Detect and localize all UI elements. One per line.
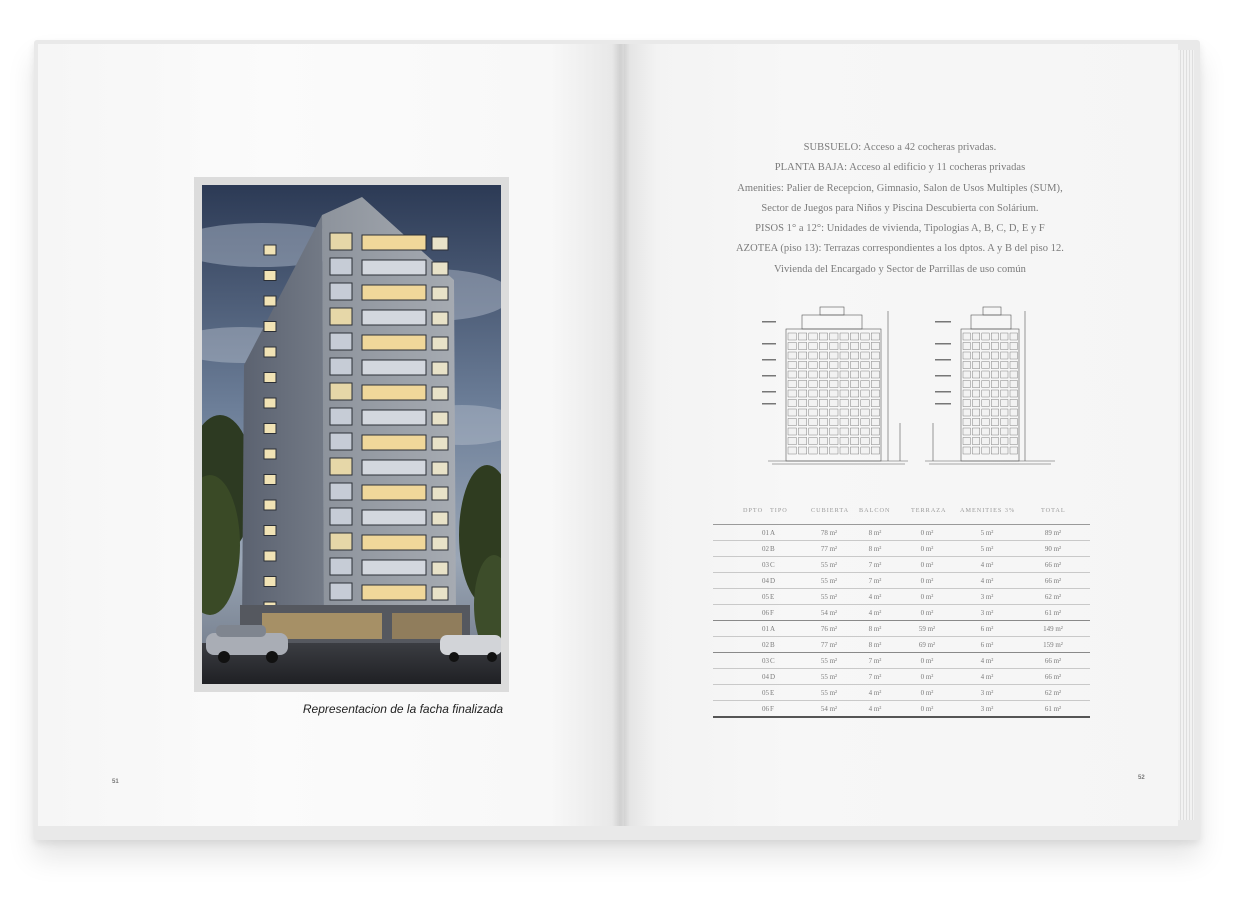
header-balcon: BALCON <box>859 507 891 514</box>
cell-terraza: 0 m² <box>920 609 934 617</box>
image-caption: Representacion de la facha finalizada <box>302 702 503 716</box>
elevation-drawing-front <box>760 303 910 473</box>
units-table <box>713 504 1090 718</box>
cell-amenities: 4 m² <box>980 673 994 681</box>
page-stack-edge <box>1178 50 1194 820</box>
cell-amenities: 5 m² <box>980 529 994 537</box>
table-row <box>713 669 1090 685</box>
table-row <box>713 701 1090 718</box>
cell-terraza: 0 m² <box>920 689 934 697</box>
cell-tipo: C <box>770 657 775 665</box>
cell-balcon: 8 m² <box>868 545 882 553</box>
cell-terraza: 0 m² <box>920 529 934 537</box>
cell-dpto: 02 <box>762 545 769 553</box>
cell-tipo: A <box>770 529 776 537</box>
description-line: Sector de Juegos para Niños y Piscina Descubierta con Solárium. <box>761 202 1039 214</box>
cell-cubierta: 55 m² <box>820 593 838 601</box>
cell-dpto: 04 <box>762 577 769 585</box>
cell-dpto: 06 <box>762 705 769 713</box>
elevation-drawing-side <box>925 303 1060 473</box>
description-line: Amenities: Palier de Recepcion, Gimnasio, Salon de Usos Multiples (SUM), <box>737 182 1063 194</box>
table-row <box>713 557 1090 573</box>
cell-terraza: 0 m² <box>920 705 934 713</box>
table-row <box>713 541 1090 557</box>
header-cubierta: CUBIERTA <box>811 507 850 514</box>
cell-amenities: 6 m² <box>980 641 994 649</box>
cell-tipo: F <box>770 705 774 713</box>
cell-cubierta: 55 m² <box>820 689 838 697</box>
cell-cubierta: 55 m² <box>820 561 838 569</box>
header-terraza: TERRAZA <box>911 507 947 514</box>
cell-amenities: 4 m² <box>980 577 994 585</box>
cell-dpto: 03 <box>762 561 769 569</box>
cell-tipo: B <box>770 641 775 649</box>
cell-total: 66 m² <box>1044 561 1062 569</box>
cell-cubierta: 77 m² <box>820 545 838 553</box>
table-header <box>713 504 1090 525</box>
table-body <box>713 525 1090 718</box>
cell-terraza: 69 m² <box>918 641 936 649</box>
description-line: PISOS 1° a 12°: Unidades de vivienda, Tipologias A, B, C, D, E y F <box>755 223 1045 235</box>
description-line: AZOTEA (piso 13): Terrazas correspondientes a los dptos. A y B del piso 12. <box>736 243 1064 255</box>
table-row <box>713 525 1090 541</box>
cell-dpto: 01 <box>762 529 769 537</box>
cell-amenities: 3 m² <box>980 689 994 697</box>
cell-total: 66 m² <box>1044 577 1062 585</box>
cell-dpto: 02 <box>762 641 769 649</box>
cell-dpto: 05 <box>762 593 769 601</box>
cell-balcon: 7 m² <box>868 577 882 585</box>
cell-total: 90 m² <box>1044 545 1062 553</box>
cell-amenities: 6 m² <box>980 625 994 633</box>
cell-terraza: 0 m² <box>920 561 934 569</box>
cell-dpto: 05 <box>762 689 769 697</box>
header-tipo: TIPO <box>770 507 788 514</box>
cell-dpto: 06 <box>762 609 769 617</box>
book-gutter-shadow <box>612 44 630 826</box>
cell-amenities: 3 m² <box>980 705 994 713</box>
cell-cubierta: 55 m² <box>820 673 838 681</box>
building-render-image <box>202 185 501 684</box>
cell-cubierta: 77 m² <box>820 641 838 649</box>
right-page-number: 52 <box>1138 775 1145 781</box>
cell-amenities: 4 m² <box>980 657 994 665</box>
cell-balcon: 8 m² <box>868 641 882 649</box>
cell-total: 149 m² <box>1043 625 1063 633</box>
cell-balcon: 4 m² <box>868 705 882 713</box>
cell-tipo: E <box>770 689 775 697</box>
table-row <box>713 573 1090 589</box>
cell-cubierta: 55 m² <box>820 577 838 585</box>
cell-amenities: 5 m² <box>980 545 994 553</box>
table-row <box>713 605 1090 621</box>
building-render-illustration <box>202 185 501 684</box>
cell-cubierta: 55 m² <box>820 657 838 665</box>
building-description <box>700 138 1100 280</box>
cell-total: 89 m² <box>1044 529 1062 537</box>
cell-terraza: 59 m² <box>918 625 936 633</box>
cell-balcon: 8 m² <box>868 625 882 633</box>
cell-cubierta: 54 m² <box>820 705 838 713</box>
cell-terraza: 0 m² <box>920 577 934 585</box>
cell-tipo: D <box>770 577 776 585</box>
cell-tipo: F <box>770 609 774 617</box>
description-line: SUBSUELO: Acceso a 42 cocheras privadas. <box>803 142 997 153</box>
cell-balcon: 4 m² <box>868 609 882 617</box>
cell-tipo: E <box>770 593 775 601</box>
cell-total: 66 m² <box>1044 673 1062 681</box>
table-row <box>713 685 1090 701</box>
cell-total: 66 m² <box>1044 657 1062 665</box>
cell-balcon: 4 m² <box>868 689 882 697</box>
cell-total: 61 m² <box>1044 705 1062 713</box>
cell-cubierta: 54 m² <box>820 609 838 617</box>
cell-total: 62 m² <box>1044 689 1062 697</box>
cell-cubierta: 78 m² <box>820 529 838 537</box>
cell-tipo: B <box>770 545 775 553</box>
cell-total: 159 m² <box>1043 641 1063 649</box>
cell-cubierta: 76 m² <box>820 625 838 633</box>
table-row <box>713 621 1090 637</box>
header-dpto: DPTO <box>743 507 764 514</box>
cell-amenities: 4 m² <box>980 561 994 569</box>
cell-tipo: A <box>770 625 776 633</box>
cell-balcon: 4 m² <box>868 593 882 601</box>
table-row <box>713 637 1090 653</box>
cell-balcon: 8 m² <box>868 529 882 537</box>
header-total: TOTAL <box>1041 507 1066 514</box>
cell-amenities: 3 m² <box>980 609 994 617</box>
cell-terraza: 0 m² <box>920 673 934 681</box>
header-amenities: AMENITIES 3% <box>960 507 1016 514</box>
cell-tipo: D <box>770 673 776 681</box>
cell-balcon: 7 m² <box>868 673 882 681</box>
table-row <box>713 589 1090 605</box>
cell-dpto: 04 <box>762 673 769 681</box>
cell-terraza: 0 m² <box>920 593 934 601</box>
cell-balcon: 7 m² <box>868 561 882 569</box>
description-line: PLANTA BAJA: Acceso al edificio y 11 cocheras privadas <box>774 162 1026 174</box>
cell-dpto: 01 <box>762 625 769 633</box>
cell-amenities: 3 m² <box>980 593 994 601</box>
cell-terraza: 0 m² <box>920 657 934 665</box>
cell-total: 61 m² <box>1044 609 1062 617</box>
cell-tipo: C <box>770 561 775 569</box>
left-page-number: 51 <box>112 779 119 785</box>
cell-total: 62 m² <box>1044 593 1062 601</box>
table-row <box>713 653 1090 669</box>
cell-dpto: 03 <box>762 657 769 665</box>
description-line: Vivienda del Encargado y Sector de Parrillas de uso común <box>774 263 1026 275</box>
building-render-frame <box>194 177 509 692</box>
cell-balcon: 7 m² <box>868 657 882 665</box>
cell-terraza: 0 m² <box>920 545 934 553</box>
